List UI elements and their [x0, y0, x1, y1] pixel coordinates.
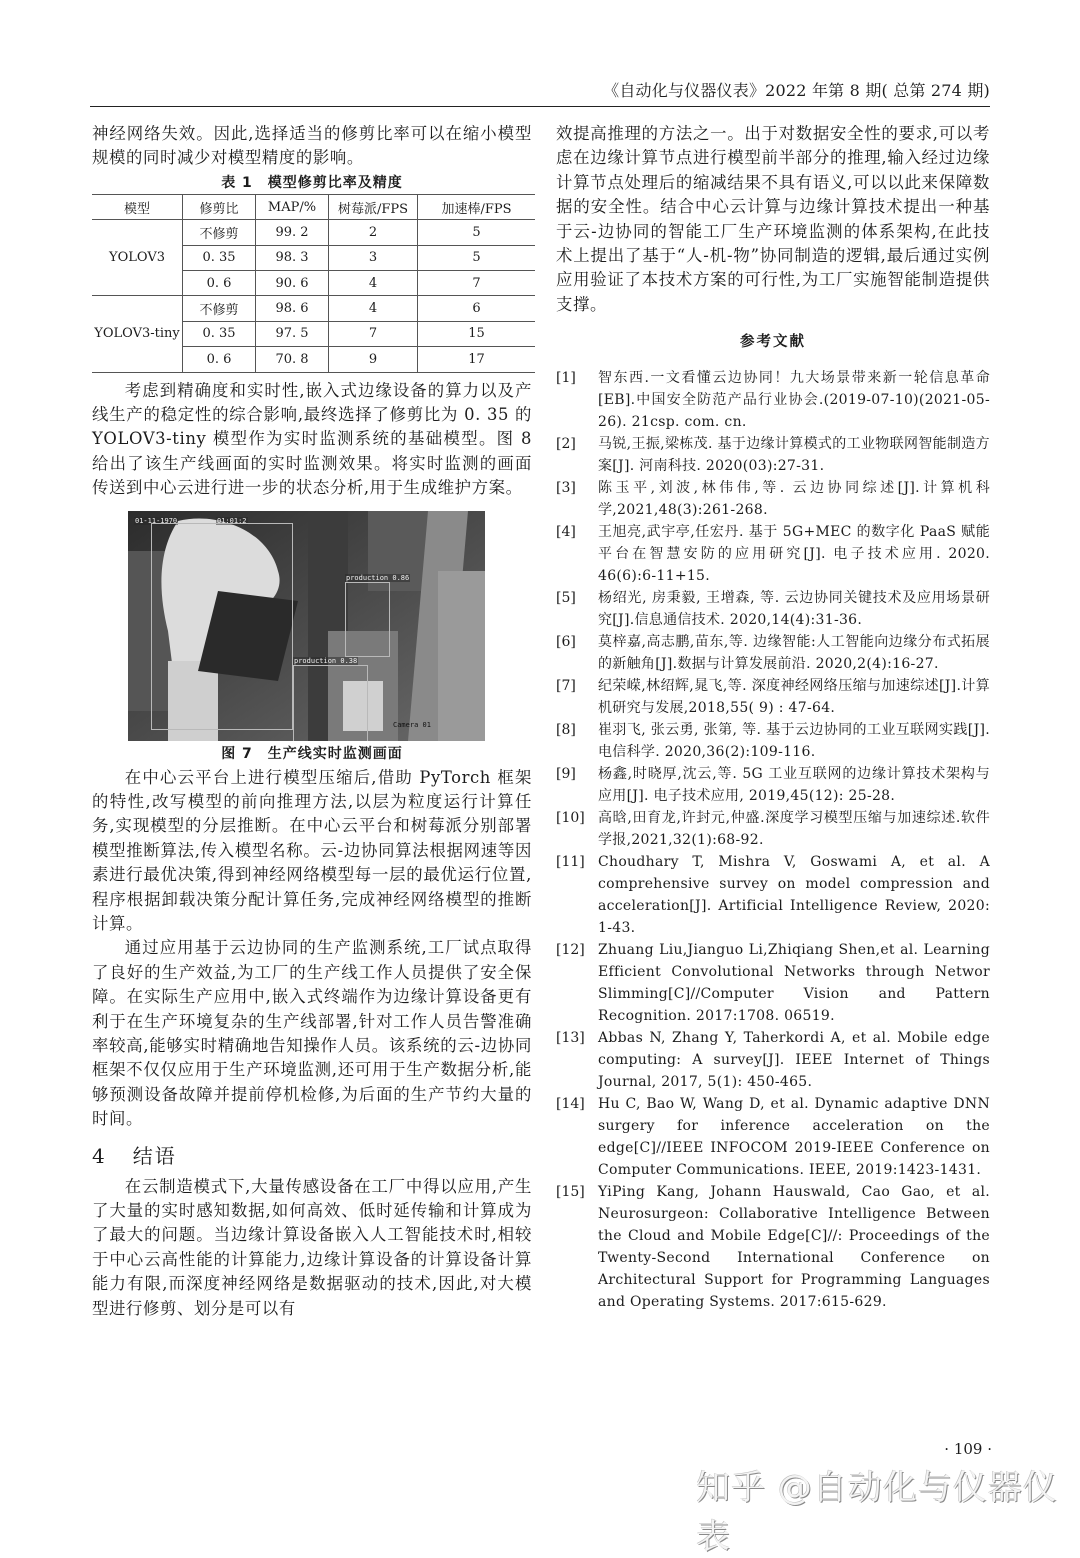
- table-header-cell: 加速棒/FPS: [418, 194, 536, 219]
- reference-text: Abbas N, Zhang Y, Taherkordi A, et al. Mobile edge computing: A survey[J]. IEEE Internet of Things Journal, 2017, 5(1): 450-465.: [598, 1030, 990, 1091]
- table-cell: 98. 6: [256, 296, 329, 321]
- table-header-cell: 树莓派/FPS: [329, 194, 418, 219]
- table-cell: 4: [329, 296, 418, 321]
- journal-issue: 《自动化与仪器仪表》2022 年第 8 期( 总第 274 期): [603, 81, 990, 100]
- table-cell: 90. 6: [256, 270, 329, 295]
- reference-item: [556, 477, 990, 521]
- model-cell: YOLOV3-tiny: [92, 296, 183, 372]
- table-cell: 0. 6: [183, 347, 256, 372]
- reference-number: [2]: [556, 436, 576, 453]
- reference-number: [4]: [556, 524, 576, 541]
- table-caption: 表 1 模型修剪比率及精度: [221, 174, 403, 191]
- table-cell: 7: [418, 270, 536, 295]
- reference-item: [556, 631, 990, 675]
- table-header-cell: 模型: [92, 194, 183, 219]
- table-cell: 99. 2: [256, 220, 329, 245]
- detection-box: [151, 523, 293, 730]
- table-cell: 98. 3: [256, 245, 329, 270]
- paragraph-conclusion: 在云制造模式下,大量传感设备在工厂中得以应用,产生了大量的实时感知数据,如何高效、低时延传输和计算成为了最大的问题。当边缘计算设备嵌入人工智能技术时,相较于中心云高性能的计算能力,边缘计算设备的计算设备计算能力有限,而深度神经网络是数据驱动的技术,因此,对大模型进行修剪、划分是可以有: [92, 1176, 532, 1318]
- reference-number: [7]: [556, 678, 576, 695]
- detection-box: [345, 582, 390, 657]
- reference-item: [556, 521, 990, 587]
- reference-number: [6]: [556, 634, 576, 651]
- paragraph-intro: 神经网络失效。因此,选择适当的修剪比率可以在缩小模型规模的同时减少对模型精度的影响。: [92, 124, 532, 168]
- reference-item: [556, 807, 990, 851]
- table-cell: 9: [329, 347, 418, 372]
- reference-item: [556, 1093, 990, 1181]
- table-cell: 0. 35: [183, 321, 256, 346]
- reference-text: 王旭亮,武宇亭,任宏丹. 基于 5G+MEC 的数字化 PaaS 赋能平台在智慧安防的应用研究[J]. 电子技术应用. 2020. 46(6):6-11+15.: [598, 524, 990, 585]
- reference-number: [3]: [556, 480, 576, 497]
- reference-item: [556, 675, 990, 719]
- reference-text: 马锐,王振,梁栋茂. 基于边缘计算模式的工业物联网智能制造方案[J]. 河南科技. 2020(03):27-31.: [598, 436, 990, 475]
- camera-label: Camera 01: [393, 720, 431, 729]
- page-number: · 109 ·: [944, 1440, 992, 1458]
- reference-number: [13]: [556, 1030, 585, 1047]
- reference-list: [556, 367, 990, 1313]
- paragraph-application: 通过应用基于云边协同的生产监测系统,工厂试点取得了良好的生产效益,为工厂的生产线工作人员提供了安全保障。在实际生产应用中,嵌入式终端作为边缘计算设备更有利于在生产环境复杂的生产线部署,针对工作人员告警准确率较高,能够实时精确地告知操作人员。该系统的云-边协同框架不仅仅应用于生产环境监测,还可用于生产数据分析,能够预测设备故障并提前停机检修,为后面的生产节约大量的时间。: [92, 938, 532, 1129]
- table-header-row: [92, 194, 535, 219]
- reference-number: [5]: [556, 590, 576, 607]
- table-cell: 70. 8: [256, 347, 329, 372]
- table-header-cell: MAP/%: [256, 194, 329, 219]
- references-title: 参考文献: [740, 334, 806, 351]
- reference-item: [556, 367, 990, 433]
- reference-item: [556, 851, 990, 939]
- reference-text: Choudhary T, Mishra V, Goswami A, et al. A comprehensive survey on model compression and acceleration[J]. Artificial Intelligence Review, 2020: 1-43.: [598, 854, 990, 937]
- monitoring-photo: [128, 511, 485, 741]
- reference-number: [1]: [556, 370, 576, 387]
- reference-text: 崔羽飞, 张云勇, 张第, 等. 基于云边协同的工业互联网实践[J]. 电信科学. 2020,36(2):109-116.: [598, 722, 990, 761]
- reference-item: [556, 1027, 990, 1093]
- table-header-cell: 修剪比: [183, 194, 256, 219]
- reference-text: 杨绍光, 房秉毅, 王增森, 等. 云边协同关键技术及应用场景研究[J].信息通信技术. 2020,14(4):31-36.: [598, 590, 990, 629]
- table-cell: 5: [418, 220, 536, 245]
- table-cell: 7: [329, 321, 418, 346]
- reference-item: [556, 719, 990, 763]
- detection-label: production 0.86: [346, 573, 410, 582]
- table-row: [92, 220, 535, 245]
- reference-number: [12]: [556, 942, 585, 959]
- running-header: [90, 78, 990, 107]
- detection-label: production 0.38: [294, 656, 358, 665]
- reference-number: [9]: [556, 766, 576, 783]
- reference-item: [556, 939, 990, 1027]
- reference-text: 智东西.一文看懂云边协同！九大场景带来新一轮信息革命[EB].中国安全防范产品行业协会.(2019-07-10)(2021-05-26). 21csp. com. cn.: [598, 370, 990, 431]
- reference-text: YiPing Kang, Johann Hauswald, Cao Gao, et al. Neurosurgeon: Collaborative Intelligence Between the Cloud and Mobile Edge[C]//: Proceedings of the Twenty-Second International Conference on Architectural Support for Programming Languages and Operating Systems. 2017:615-629.: [598, 1184, 990, 1311]
- table-cell: 17: [418, 347, 536, 372]
- left-column: [92, 122, 532, 1321]
- reference-text: Zhuang Liu,Jianguo Li,Zhiqiang Shen,et al. Learning Efficient Convolutional Networks through Networ Slimming[C]//Computer Vision and Pattern Recognition. 2017:1708. 06519.: [598, 942, 990, 1025]
- table-cell: 不修剪: [183, 296, 256, 321]
- watermark: 知乎 @自动化与仪器仪表: [696, 1468, 1058, 1557]
- paragraph-model-choice: 考虑到精确度和实时性,嵌入式边缘设备的算力以及产线生产的稳定性的综合影响,最终选择了修剪比为 0. 35 的 YOLOV3-tiny 模型作为实时监测系统的基础模型。图 8 给出了该生产线画面的实时监测效果。将实时监测的画面传送到中心云进行进一步的状态分析,用于生成维护方案。: [92, 380, 532, 498]
- reference-number: [10]: [556, 810, 585, 827]
- table-cell: 0. 35: [183, 245, 256, 270]
- table-cell: 97. 5: [256, 321, 329, 346]
- table-cell: 15: [418, 321, 536, 346]
- reference-text: Hu C, Bao W, Wang D, et al. Dynamic adaptive DNN surgery for inference acceleration on the edge[C]//IEEE INFOCOM 2019-IEEE Conference on Computer Communications. IEEE, 2019:1423-1431.: [598, 1096, 990, 1179]
- reference-text: 莫梓嘉,高志鹏,苗东,等. 边缘智能:人工智能向边缘分布式拓展的新触角[J].数据与计算发展前沿. 2020,2(4):16-27.: [598, 634, 990, 673]
- table-cell: 6: [418, 296, 536, 321]
- reference-text: 杨鑫,时晓厚,沈云,等. 5G 工业互联网的边缘计算技术架构与应用[J]. 电子技术应用, 2019,45(12): 25-28.: [598, 766, 990, 805]
- reference-number: [11]: [556, 854, 585, 871]
- pruning-table: [92, 194, 535, 373]
- model-cell: YOLOV3: [92, 220, 183, 296]
- reference-item: [556, 587, 990, 631]
- table-cell: 4: [329, 270, 418, 295]
- section-title: 结语: [132, 1143, 177, 1168]
- section-number: 4: [92, 1143, 107, 1168]
- figure-caption: 图 7 生产线实时监测画面: [221, 745, 403, 762]
- paragraph-conclusion-cont: 效提高推理的方法之一。出于对数据安全性的要求,可以考虑在边缘计算节点进行模型前半部分的推理,输入经过边缘计算节点处理后的缩减结果不具有语义,可以以此来保障数据的安全性。结合中心云计算与边缘计算技术提出一种基于云-边协同的智能工厂生产环境监测的体系架构,在此技术上提出了基于“人-机-物”协同制造的逻辑,最后通过实例应用验证了本技术方案的可行性,为工厂实施智能制造提供支撑。: [556, 124, 990, 314]
- overlay-time: 01:01:2: [217, 516, 247, 525]
- detection-box: [293, 665, 368, 741]
- reference-item: [556, 763, 990, 807]
- table-cell: 3: [329, 245, 418, 270]
- reference-item: [556, 1181, 990, 1313]
- table-cell: 0. 6: [183, 270, 256, 295]
- reference-number: [14]: [556, 1096, 585, 1113]
- table-cell: 2: [329, 220, 418, 245]
- reference-text: 纪荣嵘,林绍辉,晁飞,等. 深度神经网络压缩与加速综述[J].计算机研究与发展,2018,55( 9) : 47-64.: [598, 678, 990, 717]
- right-column: [556, 122, 990, 1313]
- reference-item: [556, 433, 990, 477]
- reference-text: 陈玉平,刘波,林伟伟,等. 云边协同综述[J].计算机科学,2021,48(3):261-268.: [598, 480, 990, 519]
- reference-number: [8]: [556, 722, 576, 739]
- table-row: [92, 296, 535, 321]
- table-cell: 5: [418, 245, 536, 270]
- table-cell: 不修剪: [183, 220, 256, 245]
- section-heading: [92, 1140, 532, 1169]
- paragraph-layered-inference: 在中心云平台上进行模型压缩后,借助 PyTorch 框架的特性,改写模型的前向推理方法,以层为粒度运行计算任务,实现模型的分层推断。在中心云平台和树莓派分别部署模型推断算法,传入模型名称。云-边协同算法根据网速等因素进行最优决策,得到神经网络模型每一层的最优运行位置,程序根据卸载决策分配计算任务,完成神经网络模型的推断计算。: [92, 767, 532, 934]
- reference-number: [15]: [556, 1184, 585, 1201]
- reference-text: 高晗,田育龙,许封元,仲盛.深度学习模型压缩与加速综述.软件学报,2021,32(1):68-92.: [598, 810, 990, 849]
- overlay-date: 01-11-1970: [135, 516, 178, 525]
